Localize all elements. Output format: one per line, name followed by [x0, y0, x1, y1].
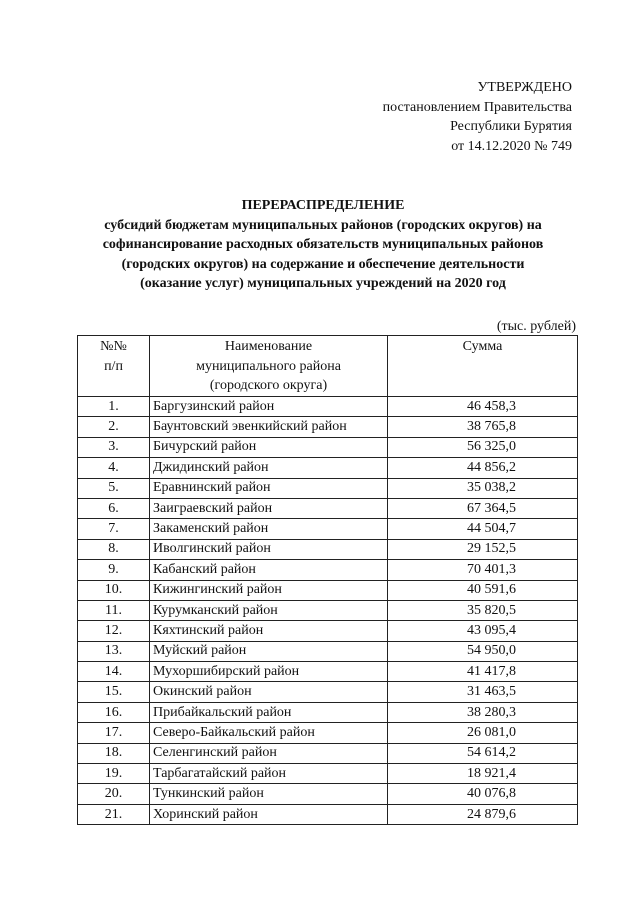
table-row — [78, 662, 578, 682]
subsidy-table — [77, 335, 578, 825]
row-district-name: Окинский район — [150, 682, 388, 702]
row-number: 8. — [78, 539, 150, 559]
row-number: 16. — [78, 702, 150, 722]
row-amount: 46 458,3 — [388, 397, 578, 417]
row-district-name: Заиграевский район — [150, 498, 388, 518]
row-amount: 38 280,3 — [388, 702, 578, 722]
row-amount: 35 038,2 — [388, 478, 578, 498]
table-row — [78, 702, 578, 722]
header-number-line-1: №№ — [100, 339, 127, 354]
title-heading: ПЕРЕРАСПРЕДЕЛЕНИЕ — [241, 198, 405, 213]
row-amount: 44 856,2 — [388, 458, 578, 478]
row-district-name: Баунтовский эвенкийский район — [150, 417, 388, 437]
row-district-name: Прибайкальский район — [150, 702, 388, 722]
row-amount: 18 921,4 — [388, 764, 578, 784]
table-row — [78, 804, 578, 824]
table-row — [78, 458, 578, 478]
approval-stamp — [383, 78, 572, 156]
table-row — [78, 580, 578, 600]
header-name-line-3: (городского округа) — [209, 378, 328, 393]
title-line-1: субсидий бюджетам муниципальных районов (городских округов) на — [104, 217, 542, 233]
row-amount: 31 463,5 — [388, 682, 578, 702]
table-row — [78, 560, 578, 580]
row-number: 21. — [78, 804, 150, 824]
row-number: 13. — [78, 641, 150, 661]
row-district-name: Бичурский район — [150, 437, 388, 457]
header-number-line-2: п/п — [104, 358, 123, 374]
row-district-name: Кижингинский район — [150, 580, 388, 600]
row-number: 18. — [78, 743, 150, 763]
row-number: 11. — [78, 600, 150, 620]
approval-line-1: УТВЕРЖДЕНО — [477, 80, 572, 95]
row-district-name: Иволгинский район — [150, 539, 388, 559]
table-row — [78, 723, 578, 743]
row-number: 7. — [78, 519, 150, 539]
title-line-3: (городских округов) на содержание и обеспечение деятельности — [121, 256, 525, 272]
row-district-name: Джидинский район — [150, 458, 388, 478]
row-amount: 24 879,6 — [388, 804, 578, 824]
row-district-name: Тарбагатайский район — [150, 764, 388, 784]
row-amount: 67 364,5 — [388, 498, 578, 518]
header-name-line-1: Наименование — [224, 339, 313, 354]
row-amount: 26 081,0 — [388, 723, 578, 743]
units-label: (тыс. рублей) — [496, 319, 576, 334]
row-amount: 54 614,2 — [388, 743, 578, 763]
row-district-name: Мухоршибирский район — [150, 662, 388, 682]
row-number: 3. — [78, 437, 150, 457]
title-line-2: софинансирование расходных обязательств муниципальных районов — [102, 237, 544, 252]
table-row — [78, 519, 578, 539]
approval-line-3: Республики Бурятия — [450, 119, 572, 134]
row-district-name: Закаменский район — [150, 519, 388, 539]
row-number: 2. — [78, 417, 150, 437]
header-name — [150, 336, 388, 397]
row-amount: 38 765,8 — [388, 417, 578, 437]
row-district-name: Северо-Байкальский район — [150, 723, 388, 743]
row-amount: 40 591,6 — [388, 580, 578, 600]
row-number: 6. — [78, 498, 150, 518]
row-number: 17. — [78, 723, 150, 743]
table-row — [78, 539, 578, 559]
table-row — [78, 682, 578, 702]
row-district-name: Селенгинский район — [150, 743, 388, 763]
table-row — [78, 600, 578, 620]
table-row — [78, 498, 578, 518]
table-row — [78, 743, 578, 763]
table-row — [78, 397, 578, 417]
row-number: 4. — [78, 458, 150, 478]
header-number — [78, 336, 150, 397]
approval-line-2: постановлением Правительства — [382, 99, 572, 115]
row-district-name: Баргузинский район — [150, 397, 388, 417]
row-district-name: Курумканский район — [150, 600, 388, 620]
table-row — [78, 478, 578, 498]
row-district-name: Кабанский район — [150, 560, 388, 580]
row-number: 19. — [78, 764, 150, 784]
row-district-name: Кяхтинский район — [150, 621, 388, 641]
row-number: 5. — [78, 478, 150, 498]
row-number: 20. — [78, 784, 150, 804]
table-row — [78, 641, 578, 661]
row-amount: 35 820,5 — [388, 600, 578, 620]
approval-line-4: от 14.12.2020 № 749 — [451, 138, 572, 154]
row-amount: 70 401,3 — [388, 560, 578, 580]
row-amount: 54 950,0 — [388, 641, 578, 661]
row-amount: 44 504,7 — [388, 519, 578, 539]
header-name-line-2: муниципального района — [196, 358, 341, 374]
row-number: 12. — [78, 621, 150, 641]
row-amount: 43 095,4 — [388, 621, 578, 641]
row-number: 14. — [78, 662, 150, 682]
table-row — [78, 437, 578, 457]
row-district-name: Тункинский район — [150, 784, 388, 804]
row-district-name: Хоринский район — [150, 804, 388, 824]
table-row — [78, 417, 578, 437]
title-line-4: (оказание услуг) муниципальных учреждений на 2020 год — [140, 276, 506, 291]
row-amount: 41 417,8 — [388, 662, 578, 682]
table-header-row — [78, 336, 578, 397]
row-amount: 56 325,0 — [388, 437, 578, 457]
row-amount: 40 076,8 — [388, 784, 578, 804]
header-sum: Сумма — [388, 336, 578, 397]
row-district-name: Муйский район — [150, 641, 388, 661]
row-amount: 29 152,5 — [388, 539, 578, 559]
row-number: 9. — [78, 560, 150, 580]
row-number: 10. — [78, 580, 150, 600]
row-number: 15. — [78, 682, 150, 702]
table-row — [78, 764, 578, 784]
table-row — [78, 784, 578, 804]
row-number: 1. — [78, 397, 150, 417]
row-district-name: Еравнинский район — [150, 478, 388, 498]
document-title — [60, 196, 586, 294]
table-row — [78, 621, 578, 641]
